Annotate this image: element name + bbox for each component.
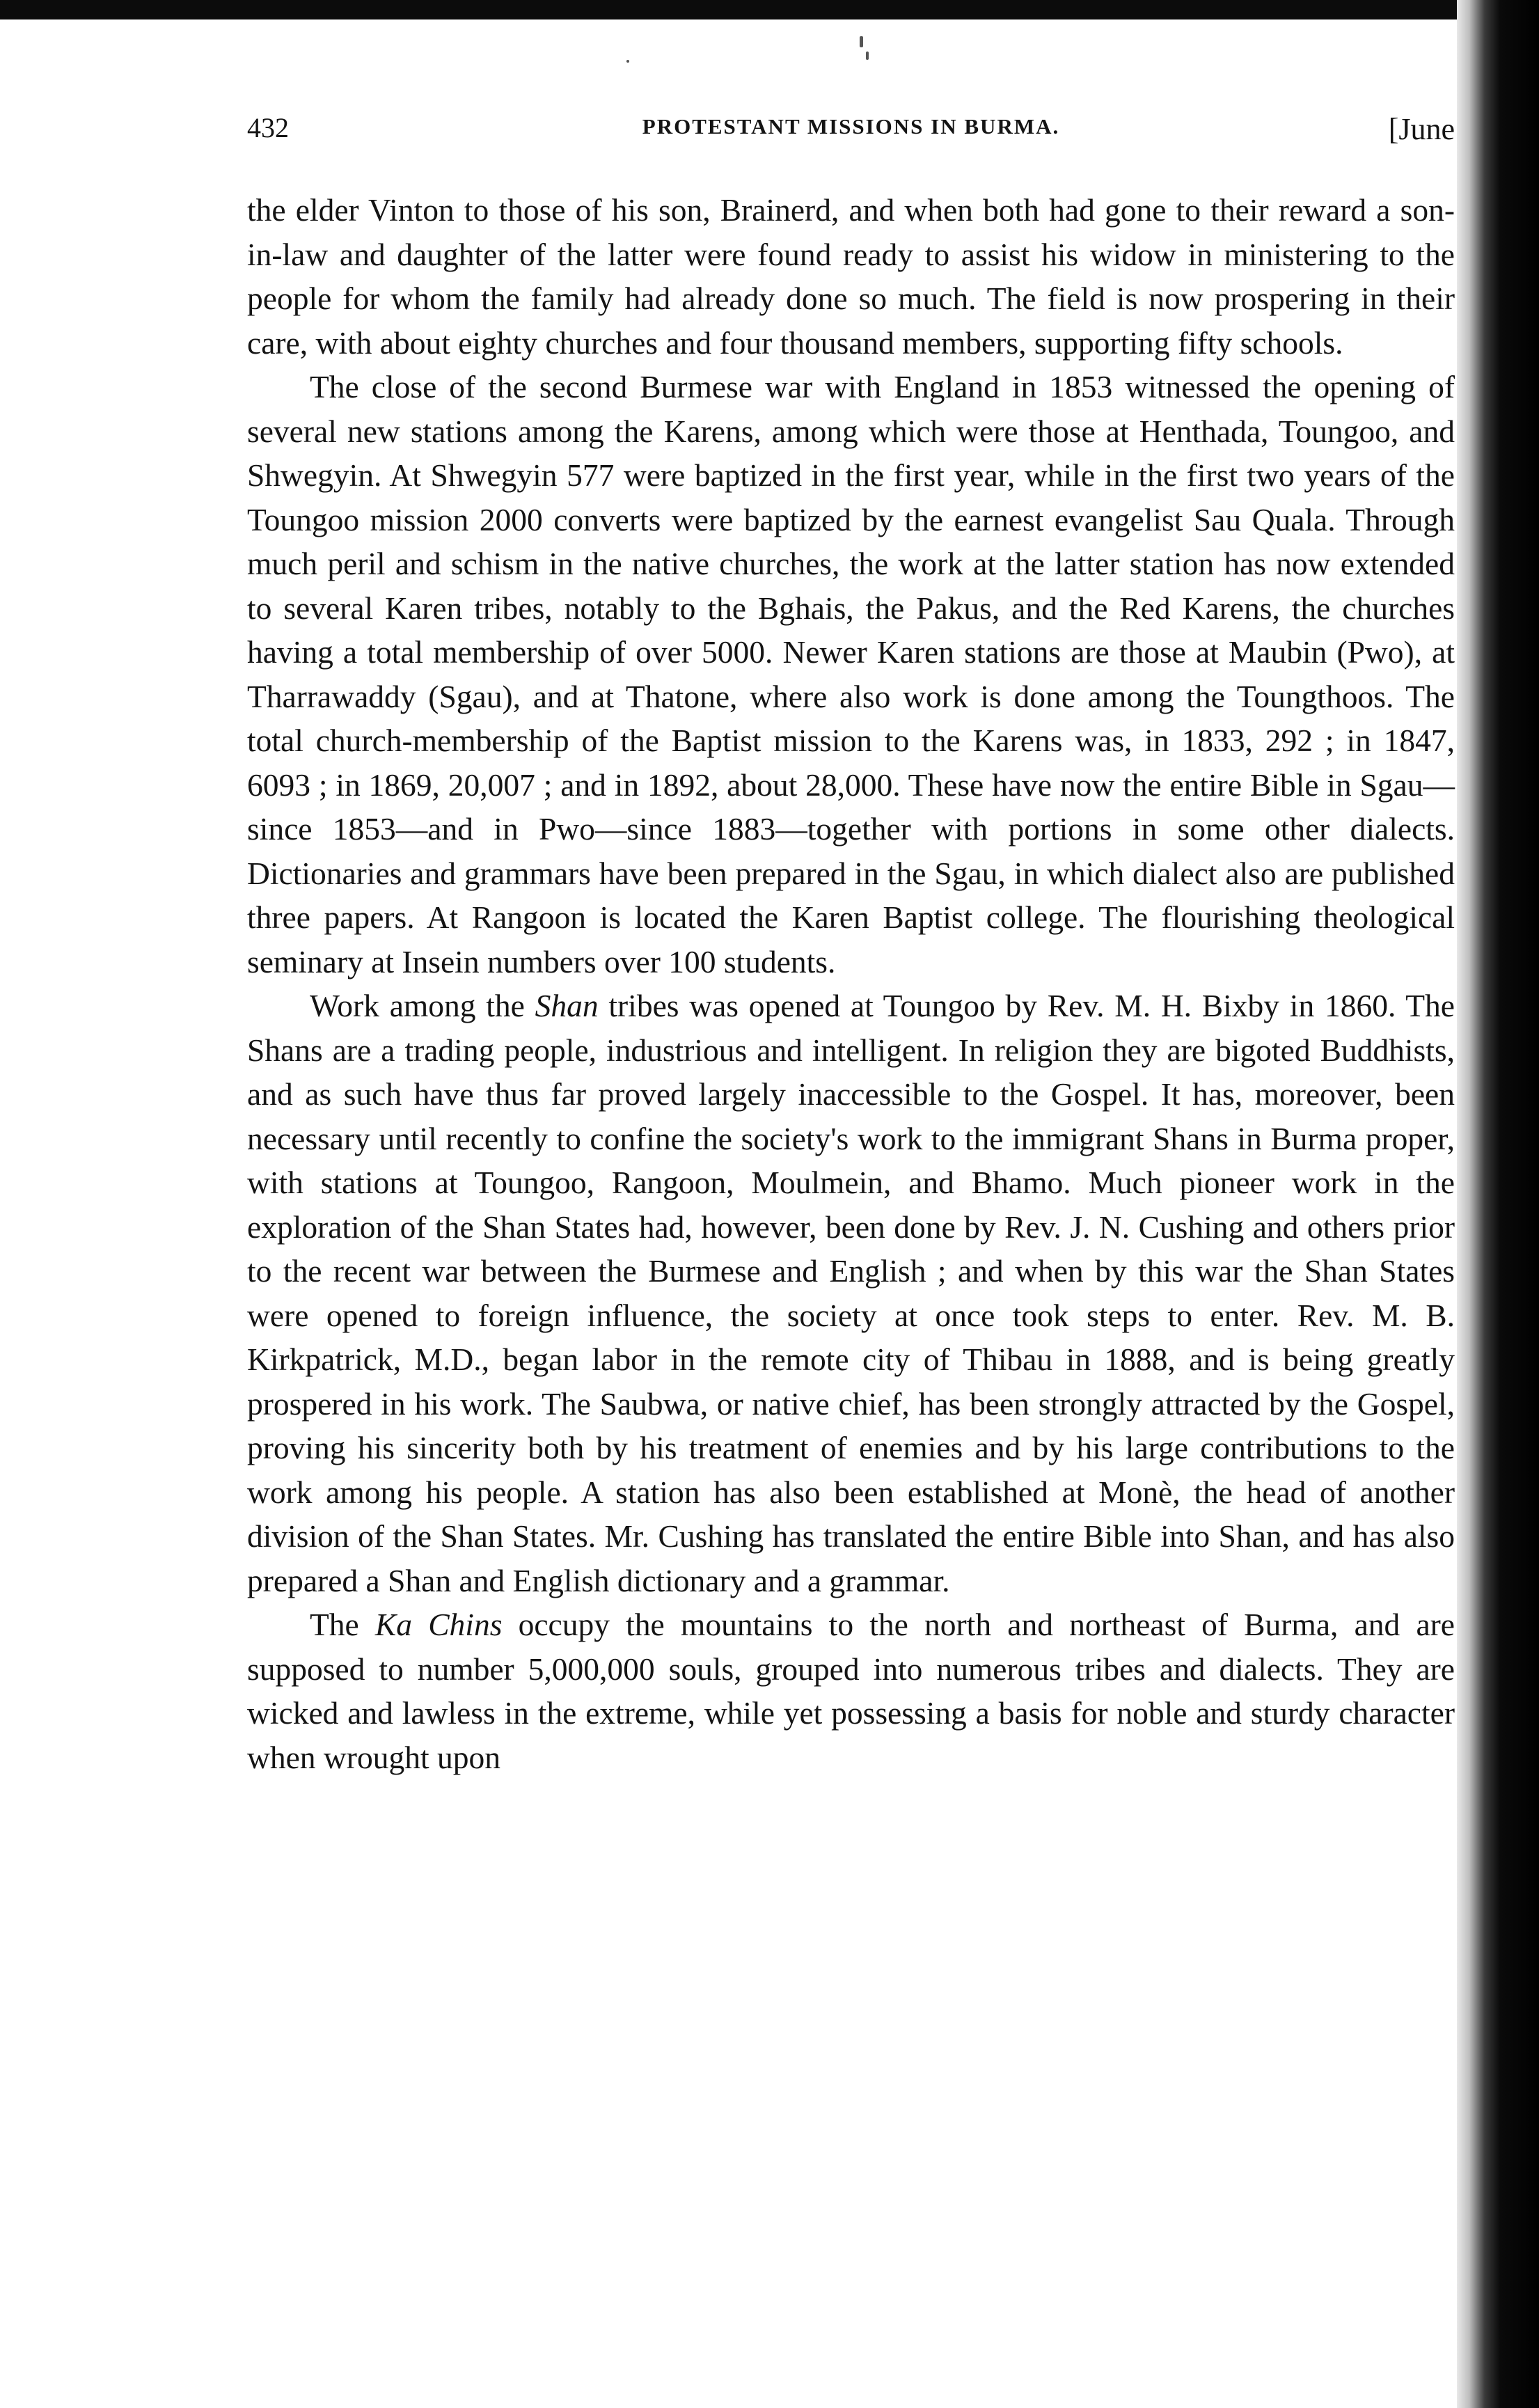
paragraph-kachin-body: occupy the mountains to the north and northeast of Burma, and are supposed to number 5,000,000 souls, grouped into numerous tribes and dialects. They are wicked and lawless in the extreme, while yet possessing a basis for noble and sturdy character when wrought upon: [247, 1607, 1455, 1775]
paragraph-shan-body: tribes was opened at Toungoo by Rev. M. H. Bixby in 1860. The Shans are a trading people, industrious and intelligent. In religion they are bigoted Buddhists, and as such have thus far proved largely inaccessible to the Gospel. It has, moreover, been necessary until recently to confine the society's work to the immigrant Shans in Burma proper, with stations at Toungoo, Rangoon, Moulmein, and Bhamo. Much pioneer work in the exploration of the Shan States had, however, been done by Rev. J. N. Cushing and others prior to the recent war between the Burmese and English ; and when by this war the Shan States were opened to foreign influence, the society at once took steps to enter. Rev. M. B. Kirkpatrick, M.D., began labor in the remote city of Thibau in 1888, and is being greatly prospered in his work. The Saubwa, or native chief, has been strongly attracted by the Gospel, proving his sincerity both by his treatment of enemies and by his large contributions to the work among his people. A station has also been established at Monè, the head of another division of the Shan States. Mr. Cushing has translated the entire Bible into Shan, and has also prepared a Shan and English dictionary and a grammar.: [247, 988, 1455, 1598]
paragraph-shan: [247, 984, 1455, 1603]
paragraph-karen-stations: The close of the second Burmese war with England in 1853 witnessed the opening of several new stations among the Karens, among which were those at Henthada, Toungoo, and Shwegyin. At Shwegyin 577 were baptized in the first year, while in the first two years of the Toungoo mission 2000 converts were baptized by the earnest evangelist Sau Quala. Through much peril and schism in the native churches, the work at the latter station has now extended to several Karen tribes, notably to the Bghais, the Pakus, and the Red Karens, the churches having a total membership of over 5000. Newer Karen stations are those at Maubin (Pwo), at Tharrawaddy (Sgau), and at Thatone, where also work is done among the Toungthoos. The total church-membership of the Baptist mission to the Karens was, in 1833, 292 ; in 1847, 6093 ; in 1869, 20,007 ; and in 1892, about 28,000. These have now the entire Bible in Sgau—since 1853—and in Pwo—since 1883—together with portions in some other dialects. Dictionaries and grammars have been prepared in the Sgau, in which dialect also are published three papers. At Rangoon is located the Karen Baptist college. The flourishing theological seminary at Insein numbers over 100 students.: [247, 369, 1455, 979]
paragraph-kachin-lead: The: [310, 1607, 375, 1642]
paragraph-shan-lead: Work among the: [310, 988, 535, 1023]
page-number: 432: [247, 112, 289, 143]
book-page: [247, 104, 1455, 1779]
scan-speck: [626, 60, 629, 63]
paragraph-kachin: [247, 1603, 1455, 1779]
header-date: [June: [1388, 112, 1455, 146]
running-title: PROTESTANT MISSIONS IN BURMA.: [642, 114, 1060, 139]
paragraph-vinton: the elder Vinton to those of his son, Brainerd, and when both had gone to their reward a son-in-law and daughter of the latter were found ready to assist his widow in ministering to the people for whom the family had already done so much. The field is now prospering in their care, with about eighty churches and four thousand members, supporting fifty schools.: [247, 192, 1455, 361]
scan-right-border: [1457, 0, 1539, 2408]
page-header: [247, 104, 1455, 153]
scan-top-border: [0, 0, 1539, 19]
body-text: [247, 188, 1455, 1779]
paragraph-shan-italic-term: Shan: [535, 988, 599, 1023]
scan-speck: [860, 36, 863, 47]
scan-speck: [866, 52, 869, 60]
paragraph-kachin-italic-term: Ka Chins: [374, 1607, 503, 1642]
